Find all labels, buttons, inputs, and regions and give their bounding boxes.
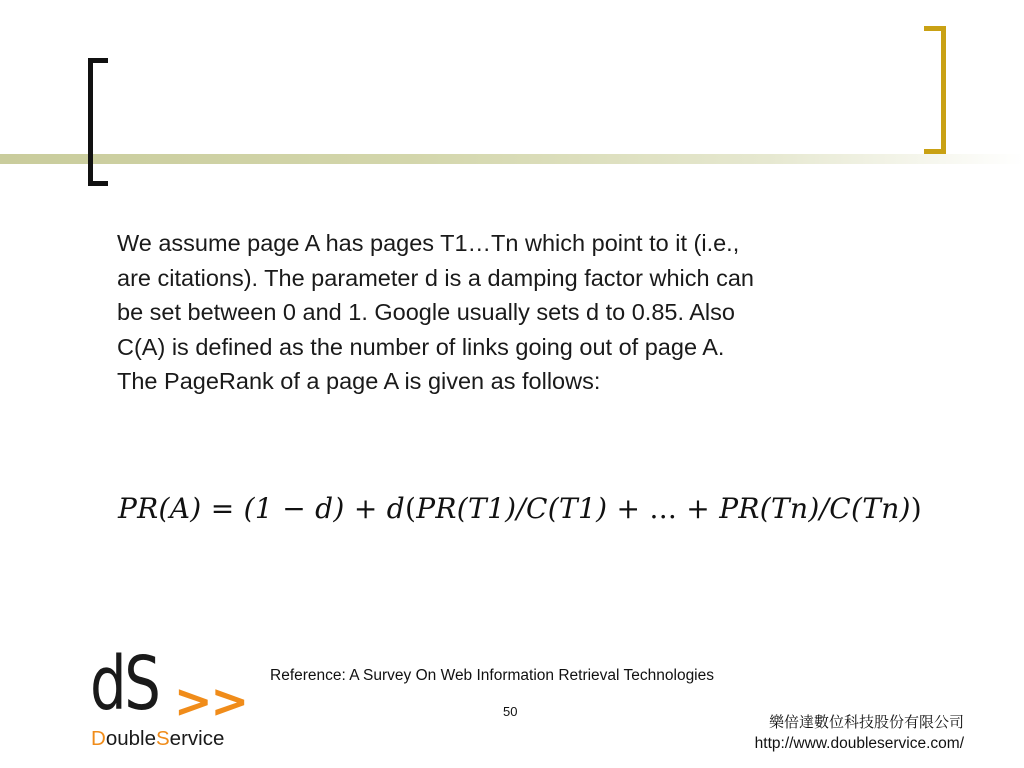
formula-ellipsis: + ... + [607,492,720,525]
formula-close-paren: ) [910,492,922,525]
title-divider-bar [0,154,1024,164]
logo-wordmark-ouble: ouble [105,727,156,750]
page-number: 50 [503,704,518,719]
logo-wordmark [91,728,224,750]
formula-plus: + [344,492,387,525]
formula-pr-t1: PR(T1)/C(T1) [416,492,608,525]
formula-equals: = [201,492,244,525]
company-name: 樂倍達數位科技股份有限公司 [768,713,964,731]
logo-wordmark-s: S [155,727,170,750]
formula-lhs: PR(A) [118,492,202,525]
logo-mark: dS [90,641,159,727]
formula-pr-tn: PR(Tn)/C(Tn) [719,492,911,525]
logo-wordmark-d: D [91,727,106,750]
right-bracket-decoration [924,26,946,154]
reference-citation: Reference: A Survey On Web Information Retrieval Technologies [270,667,714,684]
logo-arrows-icon: >> [174,674,248,728]
company-url: http://www.doubleservice.com/ [754,735,964,752]
logo-wordmark-ervice: ervice [169,727,225,750]
doubleservice-logo [90,641,260,752]
formula-damping: d [386,492,406,525]
left-bracket-decoration [88,58,108,186]
pagerank-formula [118,492,922,525]
body-paragraph: We assume page A has pages T1…Tn which point to it (i.e., are citations). The parameter d is a damping factor which can be set between 0 and 1. Google usually sets d to 0.85. Also C(A) is defined as the number of links going out of page A. The PageRank of a page A is given as follows: [117,230,754,394]
formula-term1: (1 − d) [243,492,345,525]
formula-open-paren: ( [405,492,417,525]
